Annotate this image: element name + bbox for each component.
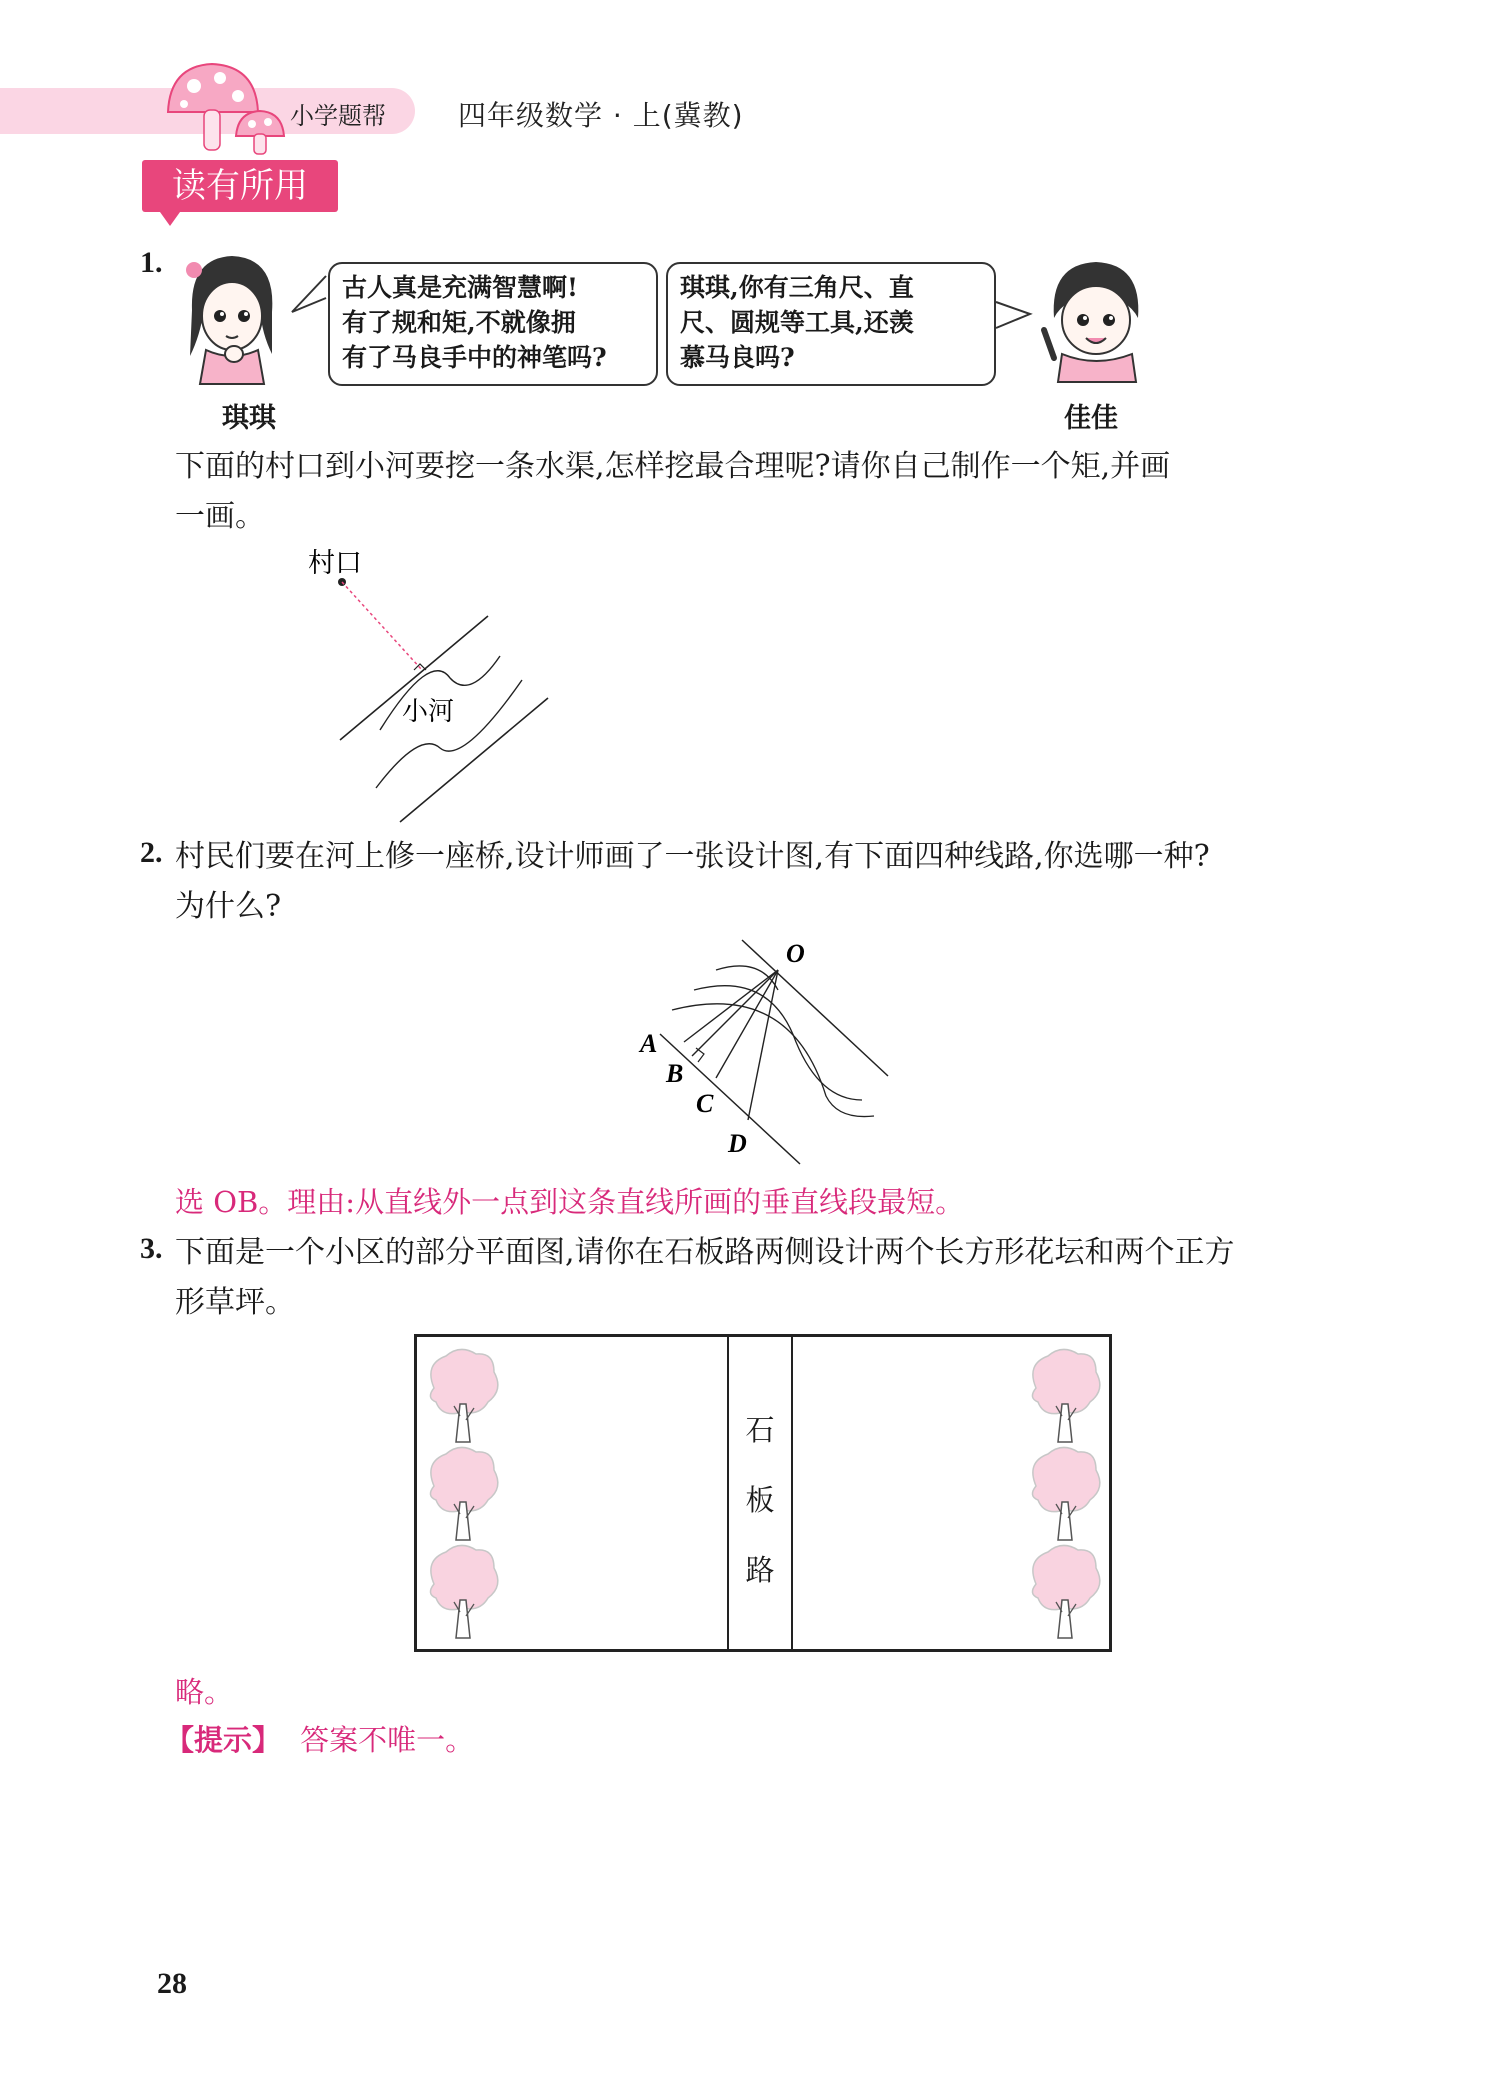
route-OD: [748, 970, 778, 1120]
tree-icon: [430, 1447, 497, 1540]
road-char: 板: [745, 1483, 775, 1517]
bridge-design-figure: [620, 930, 910, 1170]
question-2-text: [175, 832, 1375, 932]
question-3-answer: 略。: [175, 1675, 234, 1709]
bubble-right-tail: [994, 296, 1034, 346]
tree-icon: [1032, 1349, 1099, 1442]
question-3-text: [175, 1228, 1375, 1328]
book-title: 四年级数学 · 上(冀教): [458, 99, 744, 132]
tree-icon: [1032, 1545, 1099, 1638]
hint-label: 【提示】: [165, 1723, 282, 1757]
section-title: 读有所用: [142, 160, 338, 212]
river-bank-upper: [742, 940, 888, 1076]
brand-name: 小学题帮: [290, 102, 386, 130]
point-label-O: O: [786, 939, 805, 968]
girl-qiqi-illustration: [172, 250, 292, 385]
river-curve: [694, 986, 862, 1100]
road-char: 石: [745, 1413, 775, 1447]
girl-jiajia-illustration: [1040, 258, 1150, 383]
speaker-left-label: 琪琪: [222, 403, 276, 434]
village-river-figure: [290, 540, 580, 830]
route-OA: [684, 970, 778, 1042]
route-OB: [692, 970, 778, 1056]
question-2-number: 2.: [140, 836, 163, 869]
question-1-number: 1.: [140, 246, 163, 279]
bubble-left-line: 有了马良手中的神笔吗?: [342, 343, 607, 372]
bubble-left-line: 古人真是充满智慧啊!: [342, 273, 578, 302]
bubble-right-line: 慕马良吗?: [680, 343, 795, 372]
tree-icon: [1032, 1447, 1099, 1540]
tree-icon: [430, 1545, 497, 1638]
speech-bubble-right: [666, 262, 996, 386]
stone-road: [727, 1334, 793, 1652]
mushroom-logo-icon: [160, 56, 300, 156]
bubble-left-line: 有了规和矩,不就像拥: [342, 308, 576, 337]
left-tree-column: [420, 1346, 510, 1646]
bubble-left-tail: [288, 268, 328, 328]
perpendicular-canal-line: [342, 582, 422, 670]
question-1-text: [175, 442, 1375, 542]
hint-text: 答案不唯一。: [300, 1723, 475, 1757]
point-label-B: B: [666, 1059, 684, 1088]
tree-icon: [430, 1349, 497, 1442]
question-3-line: 形草坪。: [175, 1285, 295, 1320]
page-number: 28: [157, 1967, 187, 2000]
speaker-right-label: 佳佳: [1064, 403, 1118, 434]
point-label-C: C: [696, 1089, 714, 1118]
hint-row: [165, 1718, 474, 1759]
river-label: 小河: [402, 697, 455, 726]
point-label-D: D: [728, 1129, 747, 1158]
point-label-A: A: [640, 1029, 658, 1058]
road-char: 路: [745, 1553, 775, 1587]
question-2-answer: 选 OB。理由:从直线外一点到这条直线所画的垂直线段最短。: [175, 1185, 965, 1219]
question-3-line: 下面是一个小区的部分平面图,请你在石板路两侧设计两个长方形花坛和两个正方: [175, 1235, 1235, 1270]
right-tree-column: [1022, 1346, 1112, 1646]
speech-bubble-left: [328, 262, 658, 386]
question-3-number: 3.: [140, 1232, 163, 1265]
bubble-right-line: 尺、圆规等工具,还羡: [680, 308, 914, 337]
question-2-line: 为什么?: [175, 889, 282, 924]
section-tab-tail: [160, 212, 180, 226]
bubble-right-line: 琪琪,你有三角尺、直: [680, 273, 914, 302]
question-1-line: 下面的村口到小河要挖一条水渠,怎样挖最合理呢?请你自己制作一个矩,并画: [175, 449, 1171, 484]
question-1-line: 一画。: [175, 499, 265, 534]
village-label: 村口: [308, 548, 362, 578]
question-2-line: 村民们要在河上修一座桥,设计师画了一张设计图,有下面四种线路,你选哪一种?: [175, 839, 1210, 874]
